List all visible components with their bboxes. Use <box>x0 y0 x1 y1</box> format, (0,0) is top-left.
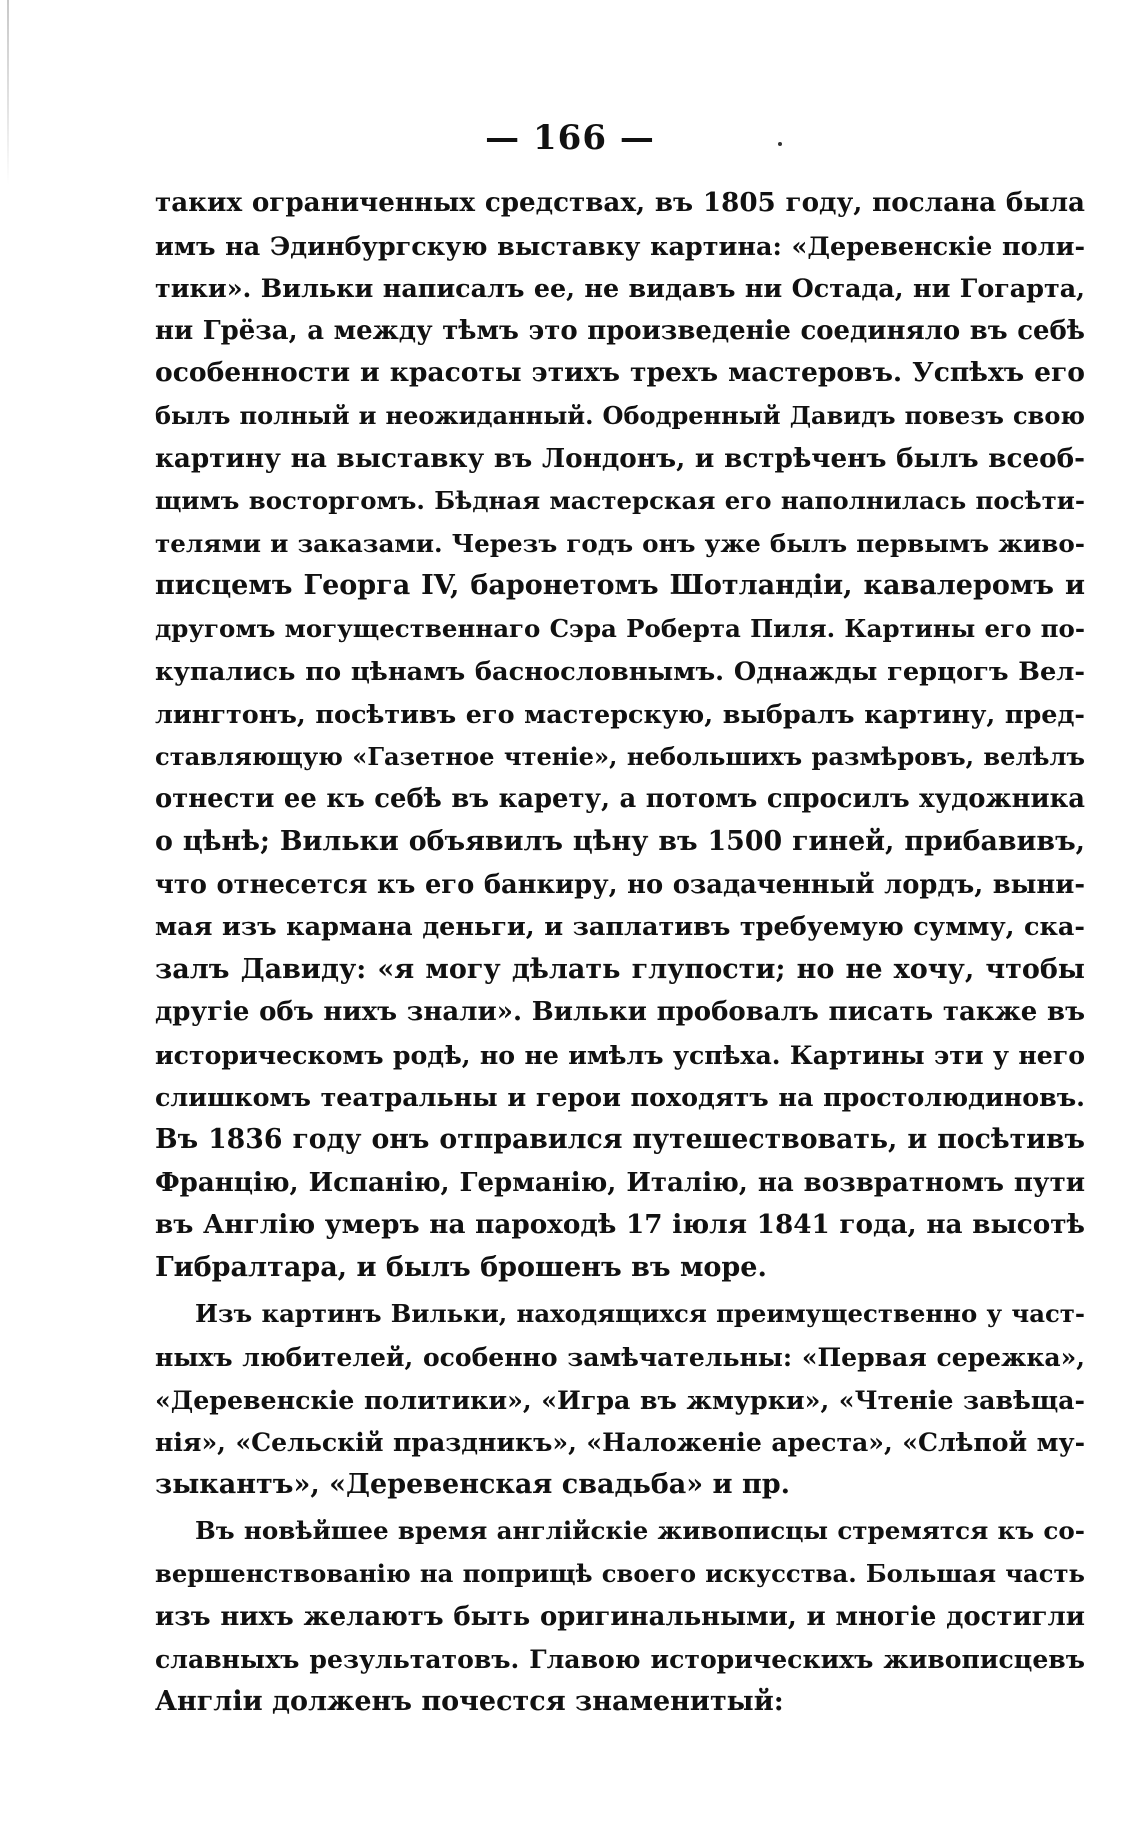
text-line: зыкантъ», «Деревенская свадьба» и пр. <box>155 1468 791 1500</box>
text-line: картину на выставку въ Лондонъ, и встрѣченъ былъ всеоб- <box>155 442 1085 474</box>
text-line: Гибралтара, и былъ брошенъ въ море. <box>155 1251 767 1283</box>
text-line: купались по цѣнамъ баснословнымъ. Однажды герцогъ Вел- <box>155 656 1085 687</box>
text-line: Изъ картинъ Вильки, находящихся преимущественно у част- <box>195 1299 1085 1329</box>
text-line: въ Англію умеръ на пароходѣ 17 іюля 1841 года, на высотѣ <box>155 1209 1085 1241</box>
text-line: Францію, Испанію, Германію, Италію, на возвратномъ пути <box>155 1167 1085 1198</box>
text-line: тики». Вильки написалъ ее, не видавъ ни Остада, ни Гогарта, <box>155 273 1085 304</box>
text-line: имъ на Эдинбургскую выставку картина: «Деревенскіе поли- <box>155 230 1085 261</box>
text-line: слишкомъ театральны и герои походятъ на простолюдиновъ. <box>155 1082 1085 1113</box>
body-text <box>155 182 1085 1723</box>
text-line: щимъ восторгомъ. Бѣдная мастерская его наполнилась посѣти- <box>155 486 1085 516</box>
text-line: особенности и красоты этихъ трехъ мастеровъ. Успѣхъ его <box>155 357 1085 389</box>
text-line: ставляющую «Газетное чтеніе», небольшихъ размѣровъ, велѣлъ <box>155 741 1085 771</box>
text-line: ни Грёза, а между тѣмъ это произведеніе соединяло въ себѣ <box>155 315 1085 346</box>
text-line: былъ полный и неожиданный. Ободренный Давидъ повезъ свою <box>155 400 1085 430</box>
paragraph <box>155 1510 1085 1723</box>
page-number: — 166 — <box>485 118 655 158</box>
text-line: славныхъ результатовъ. Главою историческихъ живописцевъ <box>155 1644 1085 1675</box>
text-line: таких ограниченных средствах, въ 1805 году, послана была <box>155 187 1085 218</box>
text-line: нія», «Сельскій праздникъ», «Наложеніе ареста», «Слѣпой му- <box>155 1427 1085 1458</box>
text-line: историческомъ родѣ, но не имѣлъ успѣха. Картины эти у него <box>155 1039 1085 1070</box>
text-line: о цѣнѣ; Вильки объявилъ цѣну въ 1500 гиней, прибавивъ, <box>155 825 1085 857</box>
text-line: мая изъ кармана деньги, и заплативъ требуемую сумму, ска- <box>155 912 1085 943</box>
text-line: «Деревенскіе политики», «Игра въ жмурки», «Чтеніе завѣща- <box>155 1384 1085 1415</box>
text-line: Въ новѣйшее время англійскіе живописцы стремятся къ со- <box>195 1516 1085 1546</box>
text-line: изъ нихъ желаютъ быть оригинальными, и многіе достигли <box>155 1601 1085 1632</box>
text-line: залъ Давиду: «я могу дѣлать глупости; но не хочу, чтобы <box>155 953 1085 985</box>
text-line: ныхъ любителей, особенно замѣчательны: «Первая сережка», <box>155 1342 1085 1373</box>
text-line: отнести ее къ себѣ въ карету, а потомъ спросилъ художника <box>155 784 1085 815</box>
text-line: другіе объ нихъ знали». Вильки пробовалъ писать также въ <box>155 997 1085 1028</box>
text-line: телями и заказами. Черезъ годъ онъ уже былъ первымъ живо- <box>155 528 1085 558</box>
text-line: Англіи долженъ почестся знаменитый: <box>155 1685 784 1717</box>
text-line: другомъ могущественнаго Сэра Роберта Пиля. Картины его по- <box>155 613 1085 643</box>
text-line: что отнесется къ его банкиру, но озадаченный лордъ, выни- <box>155 869 1085 900</box>
text-line: вершенствованію на поприщѣ своего искусства. Большая часть <box>155 1559 1085 1588</box>
text-line: писцемъ Георга IV, баронетомъ Шотландіи, кавалеромъ и <box>155 570 1085 602</box>
paragraph <box>155 182 1085 1289</box>
text-line: Въ 1836 году онъ отправился путешествовать, и посѣтивъ <box>155 1124 1085 1156</box>
scan-speck <box>778 142 782 146</box>
paragraph <box>155 1293 1085 1506</box>
text-line: лингтонъ, посѣтивъ его мастерскую, выбралъ картину, пред- <box>155 699 1085 730</box>
